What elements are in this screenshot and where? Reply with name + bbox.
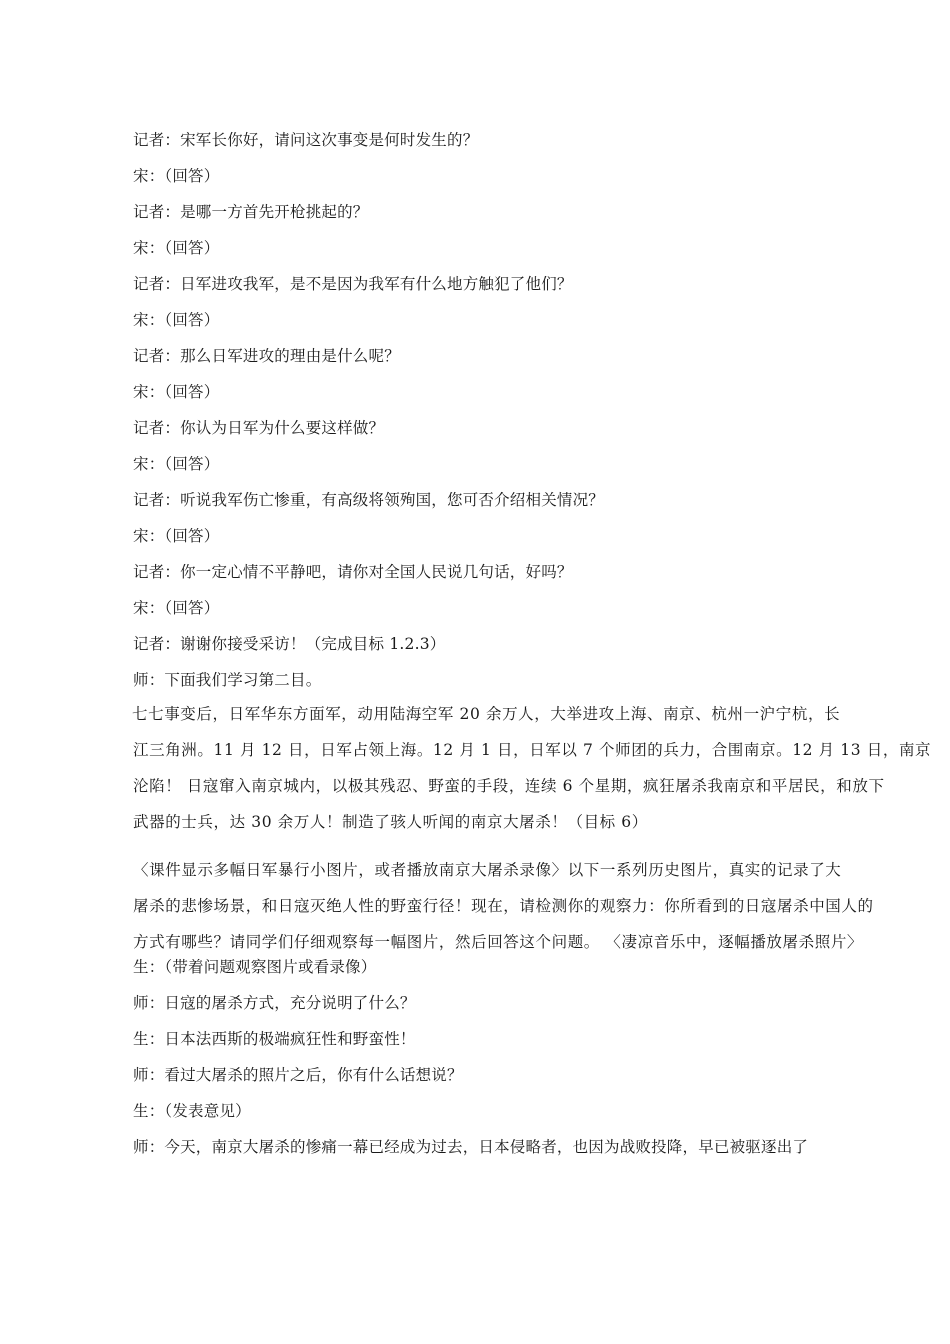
paragraph-line: 方式有哪些？请同学们仔细观察每一幅图片，然后回答这个问题。 〈凄凉音乐中，逐幅播放屠杀照片〉 <box>133 933 864 951</box>
dialogue-line: 生：日本法西斯的极端疯狂性和野蛮性！ <box>133 1030 416 1048</box>
dialogue-line: 记者：是哪一方首先开枪挑起的？ <box>133 203 369 221</box>
paragraph-line: 沦陷！ 日寇窜入南京城内，以极其残忍、野蛮的手段，连续 6 个星期，疯狂屠杀我南京和平居民，和放下 <box>133 777 885 795</box>
dialogue-line: 记者：日军进攻我军，是不是因为我军有什么地方触犯了他们？ <box>133 275 573 293</box>
dialogue-line: 师：看过大屠杀的照片之后，你有什么话想说？ <box>133 1066 463 1084</box>
dialogue-line: 宋：（回答） <box>133 599 220 617</box>
dialogue-line: 宋：（回答） <box>133 239 220 257</box>
dialogue-line: 宋：（回答） <box>133 455 220 473</box>
dialogue-line: 生：（发表意见） <box>133 1102 251 1120</box>
dialogue-line: 宋：（回答） <box>133 383 220 401</box>
dialogue-line: 宋：（回答） <box>133 527 220 545</box>
dialogue-line: 记者：你一定心情不平静吧，请你对全国人民说几句话，好吗？ <box>133 563 573 581</box>
dialogue-line: 师：今天，南京大屠杀的惨痛一幕已经成为过去，日本侵略者，也因为战败投降，早已被驱逐出了 <box>133 1138 809 1156</box>
dialogue-line: 记者：那么日军进攻的理由是什么呢？ <box>133 347 400 365</box>
dialogue-line: 记者：宋军长你好，请问这次事变是何时发生的？ <box>133 131 479 149</box>
dialogue-line: 宋：（回答） <box>133 311 220 329</box>
paragraph-nanjing-history <box>132 696 932 840</box>
dialogue-line: 记者：听说我军伤亡惨重，有高级将领殉国，您可否介绍相关情况？ <box>133 491 605 509</box>
paragraph-line: 七七事变后，日军华东方面军，动用陆海空军 20 余万人，大举进攻上海、南京、杭州一沪宁杭，长 <box>132 705 841 723</box>
dialogue-line: 师：下面我们学习第二目。 <box>133 671 322 689</box>
paragraph-line: 武器的士兵，达 30 余万人！制造了骇人听闻的南京大屠杀！（目标 6） <box>133 813 648 831</box>
dialogue-line: 记者：谢谢你接受采访！（完成目标 1.2.3） <box>133 635 446 653</box>
dialogue-line: 生：（带着问题观察图片或看录像） <box>133 958 377 976</box>
dialogue-line: 记者：你认为日军为什么要这样做？ <box>133 419 385 437</box>
paragraph-courseware-instruction <box>133 852 874 960</box>
paragraph-line: 屠杀的悲惨场景，和日寇灭绝人性的野蛮行径！现在，请检测你的观察力：你所看到的日寇屠杀中国人的 <box>133 897 874 915</box>
dialogue-line: 宋：（回答） <box>133 167 220 185</box>
paragraph-line: 江三角洲。11 月 12 日，日军占领上海。12 月 1 日，日军以 7 个师团的兵力，合围南京。12 月 13 日，南京 <box>133 741 932 759</box>
paragraph-line: 〈课件显示多幅日军暴行小图片，或者播放南京大屠杀录像〉以下一系列历史图片，真实的记录了大 <box>133 861 842 879</box>
dialogue-line: 师：日寇的屠杀方式，充分说明了什么？ <box>133 994 416 1012</box>
